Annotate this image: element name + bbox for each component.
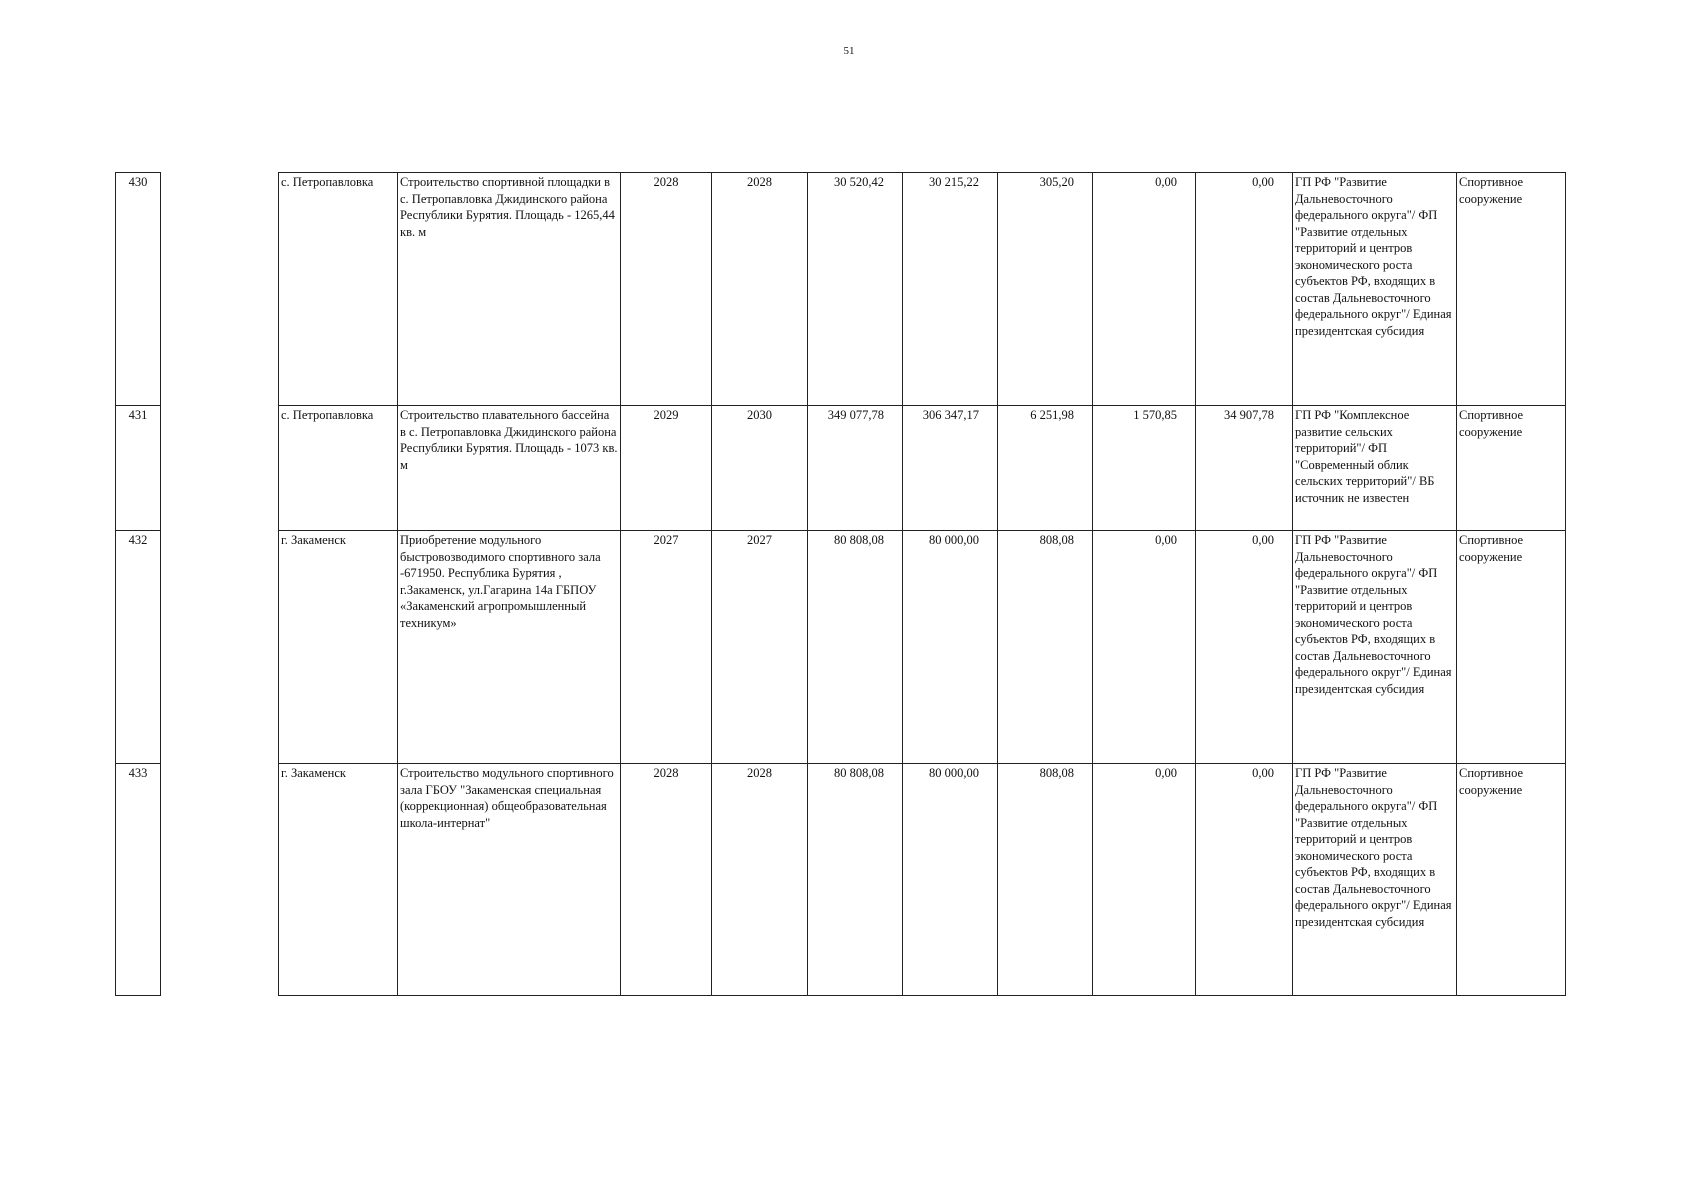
- regional-cell: 808,08: [998, 531, 1093, 764]
- empty-cell: [161, 764, 279, 996]
- table-body: [116, 173, 1566, 996]
- total-cell: 80 808,08: [808, 764, 903, 996]
- row-number: 432: [116, 531, 161, 764]
- object-type-cell: Спортивное сооружение: [1457, 173, 1566, 406]
- other-cell: 0,00: [1196, 764, 1293, 996]
- total-cell: 30 520,42: [808, 173, 903, 406]
- empty-cell: [161, 173, 279, 406]
- row-number: 433: [116, 764, 161, 996]
- year-start-cell: 2027: [621, 531, 712, 764]
- local-cell: 0,00: [1093, 173, 1196, 406]
- other-cell: 0,00: [1196, 173, 1293, 406]
- other-cell: 0,00: [1196, 531, 1293, 764]
- program-cell: ГП РФ "Комплексное развитие сельских территорий"/ ФП "Современный облик сельских территорий"/ ВБ источник не известен: [1293, 406, 1457, 531]
- year-end-cell: 2027: [712, 531, 808, 764]
- locality-cell: г. Закаменск: [279, 764, 398, 996]
- other-cell: 34 907,78: [1196, 406, 1293, 531]
- regional-cell: 305,20: [998, 173, 1093, 406]
- empty-cell: [161, 406, 279, 531]
- federal-cell: 30 215,22: [903, 173, 998, 406]
- federal-cell: 80 000,00: [903, 764, 998, 996]
- federal-cell: 306 347,17: [903, 406, 998, 531]
- program-cell: ГП РФ "Развитие Дальневосточного федерального округа"/ ФП "Развитие отдельных территорий и центров экономического роста субъектов РФ, входящих в состав Дальневосточного федерального округ"/ Единая президентская субсидия: [1293, 173, 1457, 406]
- locality-cell: г. Закаменск: [279, 531, 398, 764]
- total-cell: 80 808,08: [808, 531, 903, 764]
- regional-cell: 808,08: [998, 764, 1093, 996]
- table-row: [116, 406, 1566, 531]
- year-start-cell: 2028: [621, 173, 712, 406]
- year-end-cell: 2030: [712, 406, 808, 531]
- total-cell: 349 077,78: [808, 406, 903, 531]
- row-number: 431: [116, 406, 161, 531]
- description-cell: Строительство плавательного бассейна в с. Петропавловка Джидинского района Республики Бурятия. Площадь - 1073 кв. м: [398, 406, 621, 531]
- row-number: 430: [116, 173, 161, 406]
- program-cell: ГП РФ "Развитие Дальневосточного федерального округа"/ ФП "Развитие отдельных территорий и центров экономического роста субъектов РФ, входящих в состав Дальневосточного федерального округ"/ Единая президентская субсидия: [1293, 531, 1457, 764]
- object-type-cell: Спортивное сооружение: [1457, 531, 1566, 764]
- object-type-cell: Спортивное сооружение: [1457, 406, 1566, 531]
- local-cell: 0,00: [1093, 531, 1196, 764]
- program-cell: ГП РФ "Развитие Дальневосточного федерального округа"/ ФП "Развитие отдельных территорий и центров экономического роста субъектов РФ, входящих в состав Дальневосточного федерального округ"/ Единая президентская субсидия: [1293, 764, 1457, 996]
- object-type-cell: Спортивное сооружение: [1457, 764, 1566, 996]
- local-cell: 0,00: [1093, 764, 1196, 996]
- local-cell: 1 570,85: [1093, 406, 1196, 531]
- description-cell: Строительство спортивной площадки в с. Петропавловка Джидинского района Республики Бурятия. Площадь - 1265,44 кв. м: [398, 173, 621, 406]
- description-cell: Строительство модульного спортивного зала ГБОУ "Закаменская специальная (коррекционная) общеобразовательная школа-интернат": [398, 764, 621, 996]
- page-number: 51: [843, 45, 855, 57]
- table-row: [116, 531, 1566, 764]
- regional-cell: 6 251,98: [998, 406, 1093, 531]
- locality-cell: с. Петропавловка: [279, 173, 398, 406]
- objects-table: [115, 172, 1566, 996]
- year-end-cell: 2028: [712, 764, 808, 996]
- year-start-cell: 2029: [621, 406, 712, 531]
- year-end-cell: 2028: [712, 173, 808, 406]
- empty-cell: [161, 531, 279, 764]
- year-start-cell: 2028: [621, 764, 712, 996]
- description-cell: Приобретение модульного быстровозводимого спортивного зала -671950. Республика Бурятия , г.Закаменск, ул.Гагарина 14а ГБПОУ «Закаменский агропромышленный техникум»: [398, 531, 621, 764]
- locality-cell: с. Петропавловка: [279, 406, 398, 531]
- table-row: [116, 173, 1566, 406]
- federal-cell: 80 000,00: [903, 531, 998, 764]
- table-row: [116, 764, 1566, 996]
